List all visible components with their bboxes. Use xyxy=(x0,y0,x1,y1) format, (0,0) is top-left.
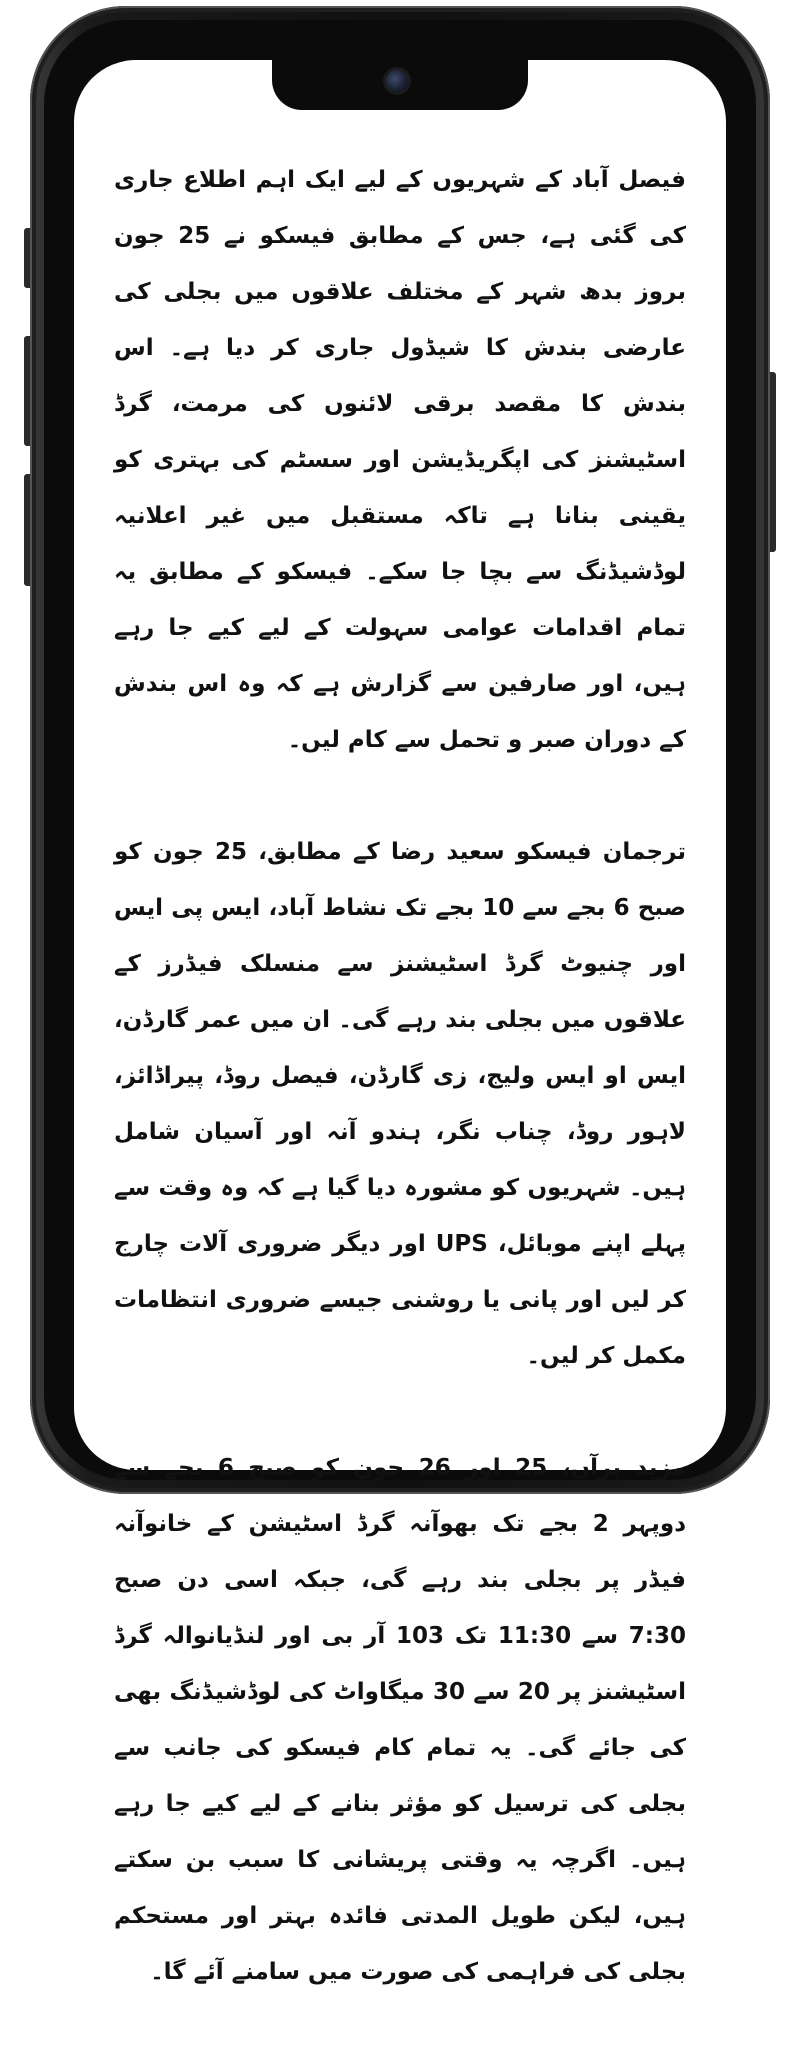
notch xyxy=(272,58,528,110)
article-paragraph-1: فیصل آباد کے شہریوں کے لیے ایک اہم اطلاع جاری کی گئی ہے، جس کے مطابق فیسکو نے 25 جون بروز بدھ شہر کے مختلف علاقوں میں بجلی کی عارضی بندش کا شیڈول جاری کر دیا ہے۔ اس بندش کا مقصد برقی لائنوں کی مرمت، گرڈ اسٹیشنز کی اپگریڈیشن اور سسٹم کی بہتری کو یقینی بنانا ہے تاکہ مستقبل میں غیر اعلانیہ لوڈشیڈنگ سے بچا جا سکے۔ فیسکو کے مطابق یہ تمام اقدامات عوامی سہولت کے لیے کیے جا رہے ہیں، اور صارفین سے گزارش ہے کہ وہ اس بندش کے دوران صبر و تحمل سے کام لیں۔ xyxy=(114,167,687,753)
article-paragraph-2: ترجمان فیسکو سعید رضا کے مطابق، 25 جون کو صبح 6 بجے سے 10 بجے تک نشاط آباد، ایس پی ایس اور چنیوٹ گرڈ اسٹیشنز سے منسلک فیڈرز کے علاقوں میں بجلی بند رہے گی۔ ان میں عمر گارڈن، ایس او ایس ولیج، زی گارڈن، فیصل روڈ، پیراڈائز، لاہور روڈ، چناب نگر، ہندو آنہ اور آسیان شامل ہیں۔ شہریوں کو مشورہ دیا گیا ہے کہ وہ وقت سے پہلے اپنے موبائل، UPS اور دیگر ضروری آلات چارج کر لیں اور پانی یا روشنی جیسے ضروری انتظامات مکمل کر لیں۔ xyxy=(114,839,687,1369)
camera-icon xyxy=(386,70,408,92)
article-paragraph-3: مزید برآں، 25 اور 26 جون کو صبح 6 بجے سے دوپہر 2 بجے تک بھوآنہ گرڈ اسٹیشن کے خانوآنہ فیڈر پر بجلی بند رہے گی، جبکہ اسی دن صبح 7:30 سے 11:30 تک 103 آر بی اور لنڈیانوالہ گرڈ اسٹیشنز پر 20 سے 30 میگاواٹ کی لوڈشیڈنگ بھی کی جائے گی۔ یہ تمام کام فیسکو کی جانب سے بجلی کی ترسیل کو مؤثر بنانے کے لیے کیے جا رہے ہیں۔ اگرچہ یہ وقتی پریشانی کا سبب بن سکتے ہیں، لیکن طویل المدتی فائدہ بہتر اور مستحکم بجلی کی فراہمی کی صورت میں سامنے آئے گا۔ xyxy=(114,1455,687,1985)
news-article xyxy=(114,152,686,2056)
phone-screen[interactable] xyxy=(74,60,726,1985)
